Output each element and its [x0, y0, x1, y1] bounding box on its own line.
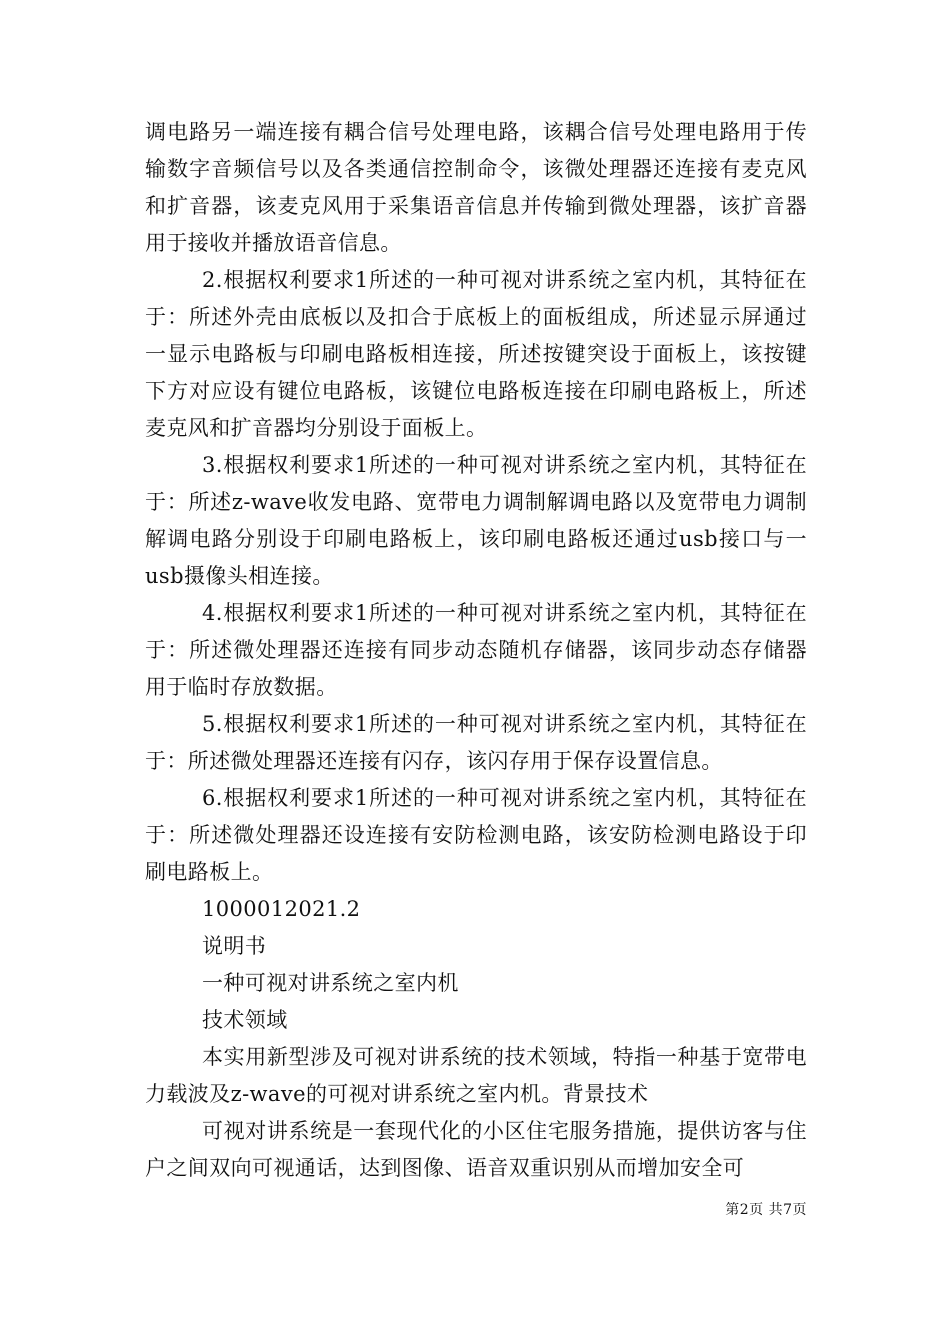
- claim-4-paragraph: 4.根据权利要求1所述的一种可视对讲系统之室内机，其特征在于：所述微处理器还连接有同步动态随机存储器，该同步动态存储器用于临时存放数据。: [145, 601, 807, 699]
- paragraph-continuation: 调电路另一端连接有耦合信号处理电路，该耦合信号处理电路用于传输数字音频信号以及各类通信控制命令，该微处理器还连接有麦克风和扩音器，该麦克风用于采集语音信息并传输到微处理器，该扩音器用于接收并播放语音信息。: [145, 120, 807, 255]
- background-paragraph: 可视对讲系统是一套现代化的小区住宅服务措施，提供访客与住户之间双向可视通话，达到图像、语音双重识别从而增加安全可: [145, 1119, 807, 1180]
- technical-field-paragraph: 本实用新型涉及可视对讲系统的技术领域，特指一种基于宽带电力载波及z-wave的可视对讲系统之室内机。背景技术: [145, 1045, 807, 1106]
- invention-title: 一种可视对讲系统之室内机: [202, 971, 459, 995]
- section-heading-technical-field: 技术领域: [202, 1008, 288, 1032]
- claim-6-paragraph: 6.根据权利要求1所述的一种可视对讲系统之室内机，其特征在于：所述微处理器还设连接有安防检测电路，该安防检测电路设于印刷电路板上。: [145, 786, 807, 884]
- page-number-footer: 第2页 共7页: [725, 1202, 807, 1218]
- claim-2-paragraph: 2.根据权利要求1所述的一种可视对讲系统之室内机，其特征在于：所述外壳由底板以及扣合于底板上的面板组成，所述显示屏通过一显示电路板与印刷电路板相连接，所述按键突设于面板上，该按键下方对应设有键位电路板，该键位电路板连接在印刷电路板上，所述麦克风和扩音器均分别设于面板上。: [145, 268, 807, 440]
- document-body: [145, 114, 807, 1187]
- claim-3-paragraph: 3.根据权利要求1所述的一种可视对讲系统之室内机，其特征在于：所述z-wave收发电路、宽带电力调制解调电路以及宽带电力调制解调电路分别设于印刷电路板上，该印刷电路板还通过usb接口与一usb摄像头相连接。: [145, 453, 807, 588]
- claim-5-paragraph: 5.根据权利要求1所述的一种可视对讲系统之室内机，其特征在于：所述微处理器还连接有闪存，该闪存用于保存设置信息。: [145, 712, 807, 773]
- section-heading-description: 说明书: [202, 934, 267, 958]
- document-number: 1000012021.2: [202, 897, 361, 921]
